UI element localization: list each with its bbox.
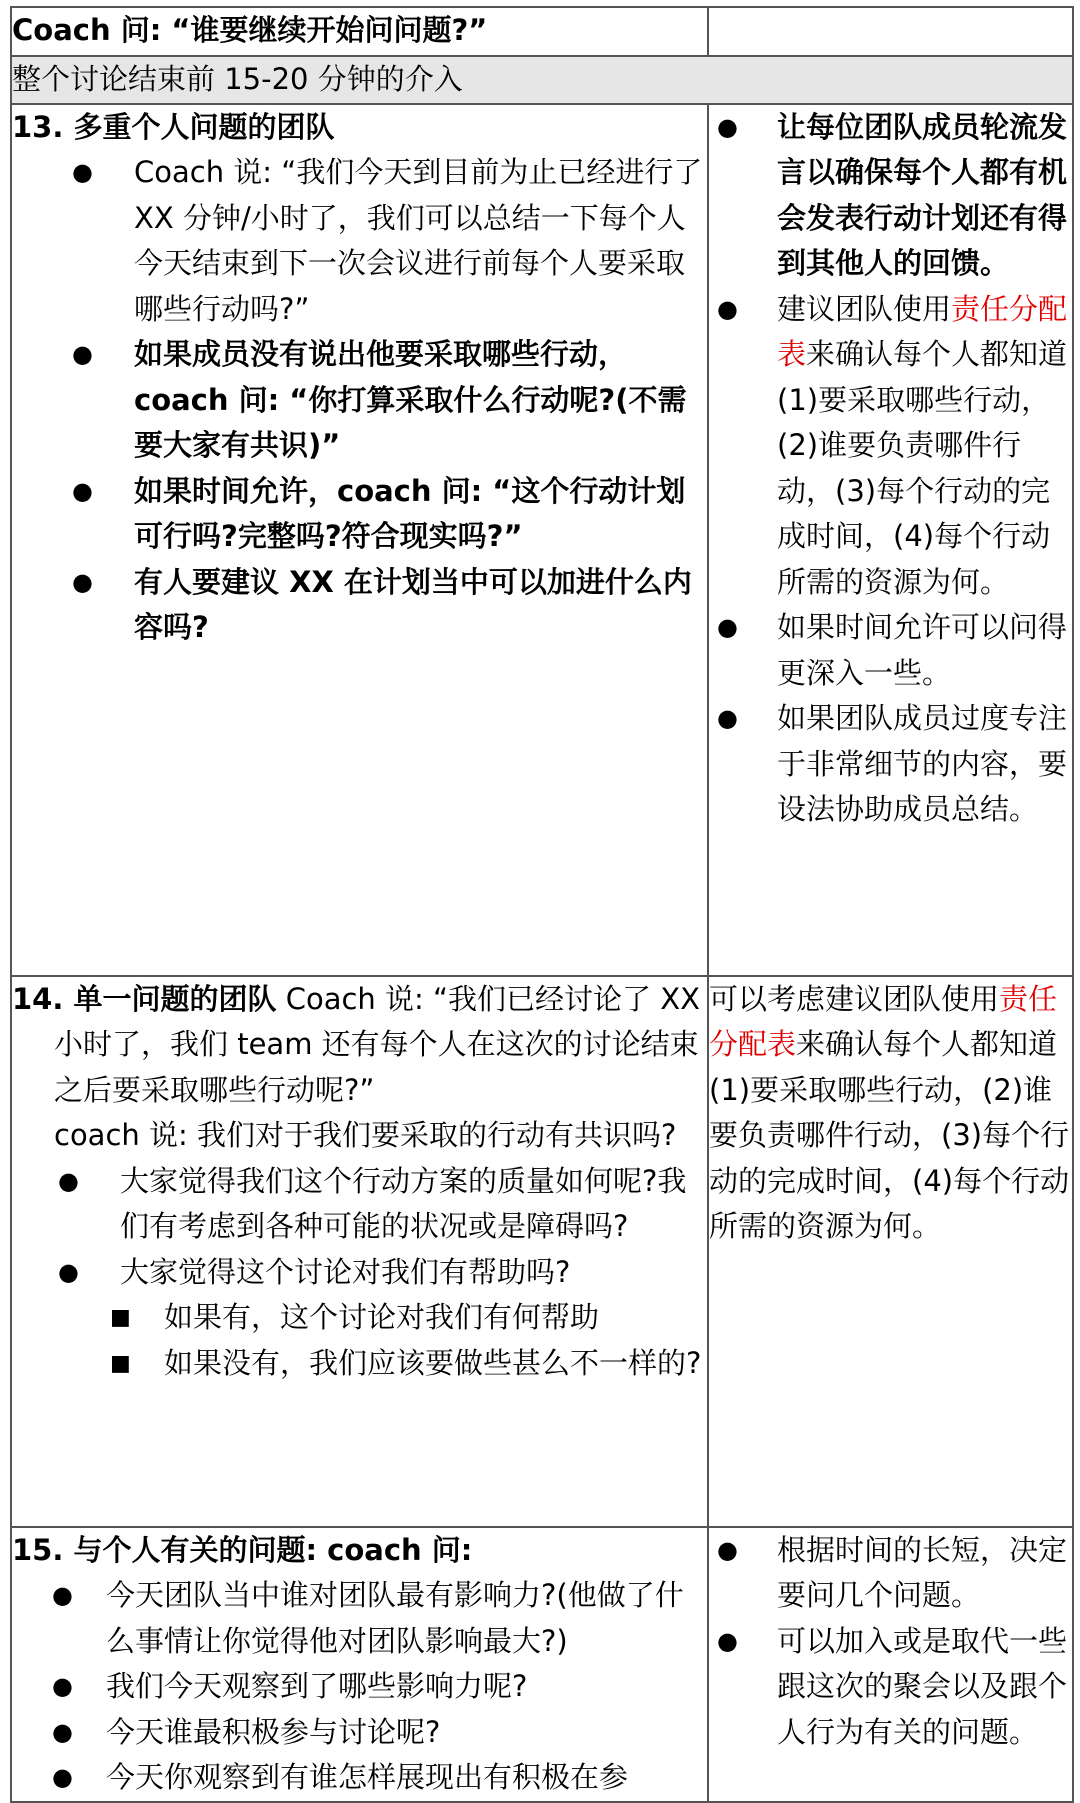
row13-list [12,150,707,651]
bullet-icon: ● [52,1672,73,1700]
bullet-icon: ● [72,476,93,505]
list-item [709,1619,1072,1756]
bullet-icon: ● [72,567,93,596]
row14-second-para: coach 说: 我们对于我们要采取的行动有共识吗? [54,1118,677,1152]
row14-sub-1: 如果有，这个讨论对我们有何帮助 [164,1300,600,1334]
row14-first-text: Coach 说: “我们已经讨论了 XX 小时了，我们 team 还有每个人在这次的讨论结束之后要采取哪些行动呢?” [54,981,700,1107]
row14-item-2: 大家觉得这个讨论对我们有帮助吗? [120,1254,571,1289]
row14-item-1: 大家觉得我们这个行动方案的质量如何呢?我们有考虑到各种可能的状况或是障碍吗? [120,1163,687,1243]
table-row-15 [11,1527,1073,1802]
bullet-icon: ● [717,1535,738,1564]
list-item [12,1341,707,1387]
coaching-guide-table [10,6,1074,1803]
row14-sublist [12,1295,707,1386]
bullet-icon: ● [58,1166,79,1195]
responsibility-chart-highlight: 责任分配表 [777,291,1068,371]
list-item [12,1159,707,1250]
list-item [709,696,1072,833]
cell-13-left [11,104,708,976]
row13-note-2-post: 来确认每个人都知道(1)要采取哪些行动，(2)谁要负责哪件行动，(3)每个行动的完成时间，(4)每个行动所需的资源为何。 [777,337,1068,599]
cell-14-left [11,976,708,1527]
table-row-13 [11,104,1073,976]
list-item [12,560,707,651]
list-item [12,1295,707,1341]
list-item [12,150,707,332]
row15-list [12,1573,707,1801]
cell-13-right [708,104,1073,976]
bullet-icon: ● [717,704,738,732]
list-item [12,1664,707,1710]
row15-title: 15. 与个人有关的问题: coach 问: [12,1532,473,1567]
cell-15-right [708,1527,1073,1802]
row13-notes-list [709,105,1072,833]
bullet-icon: ● [717,294,738,323]
row13-item-3: 如果时间允许，coach 问: “这个行动计划可行吗?完整吗?符合现实吗?” [134,473,686,553]
list-item [12,469,707,560]
section-header-row [11,56,1073,104]
list-item [12,1250,707,1296]
section-header: 整个讨论结束前 15-20 分钟的介入 [11,56,1073,104]
row13-item-2: 如果成员没有说出他要采取哪些行动，coach 问: “你打算采取什么行动呢?(不需要大家有共识)” [134,337,687,462]
row15-note-2: 可以加入或是取代一些跟这次的聚会以及跟个人行为有关的问题。 [777,1623,1068,1749]
table-row-coach-question [11,7,1073,56]
list-item [709,287,1072,606]
row13-note-4: 如果团队成员过度专注于非常细节的内容，要设法协助成员总结。 [777,701,1068,826]
list-item [709,605,1072,696]
list-item [12,1755,707,1801]
square-bullet-icon: ■ [110,1305,131,1330]
bullet-icon: ● [52,1581,73,1609]
bullet-icon: ● [58,1257,79,1286]
bullet-icon: ● [52,1717,73,1746]
table-row-14 [11,976,1073,1527]
row14-note-post: 来确认每个人都知道(1)要采取哪些行动，(2)谁要负责哪件行动，(3)每个行动的完成时间，(4)每个行动所需的资源为何。 [709,1027,1070,1243]
row14-note-pre: 可以考虑建议团队使用 [709,981,1000,1016]
row13-item-1: Coach 说: “我们今天到目前为止已经进行了 XX 分钟/小时了，我们可以总结一下每个人今天结束到下一次会议进行前每个人要采取哪些行动吗?” [134,155,703,326]
row13-item-4: 有人要建议 XX 在计划当中可以加进什么内容吗? [134,564,692,644]
list-item [12,1573,707,1664]
square-bullet-icon: ■ [110,1350,131,1376]
row14-list [12,1159,707,1296]
coach-question-text: Coach 问: “谁要继续开始问问题?” [12,13,488,47]
cell-empty [708,7,1073,56]
bullet-icon: ● [717,613,738,641]
list-item [709,1528,1072,1619]
bullet-icon: ● [717,1626,738,1655]
bullet-icon: ● [72,158,93,186]
bullet-icon: ● [72,340,93,368]
responsibility-chart-highlight: 责任分配表 [709,981,1058,1061]
row15-item-2: 我们今天观察到了哪些影响力呢? [106,1669,528,1703]
row13-title: 13. 多重个人问题的团队 [12,109,335,144]
row13-note-1: 让每位团队成员轮流发言以确保每个人都有机会发表行动计划还有得到其他人的回馈。 [777,109,1068,280]
list-item [12,1710,707,1756]
row15-notes-list [709,1528,1072,1756]
cell-15-left [11,1527,708,1802]
row15-note-1: 根据时间的长短，决定要问几个问题。 [777,1532,1068,1612]
row14-sub-2: 如果没有，我们应该要做些甚么不一样的? [164,1345,702,1380]
row15-item-3: 今天谁最积极参与讨论呢? [106,1714,441,1749]
cell-coach-question [11,7,708,56]
row15-item-4: 今天你观察到有谁怎样展现出有积极在参 [106,1760,629,1794]
list-item [12,332,707,469]
row14-title: 14. 单一问题的团队 [12,981,277,1016]
row13-note-3: 如果时间允许可以问得更深入一些。 [777,610,1068,690]
bullet-icon: ● [717,112,738,141]
row13-note-2-pre: 建议团队使用 [777,291,952,326]
row15-item-1: 今天团队当中谁对团队最有影响力?(他做了什么事情让你觉得他对团队影响最大?) [106,1578,684,1658]
list-item [709,105,1072,287]
cell-14-right [708,976,1073,1527]
row14-first-para [12,977,707,1114]
bullet-icon: ● [52,1763,73,1791]
